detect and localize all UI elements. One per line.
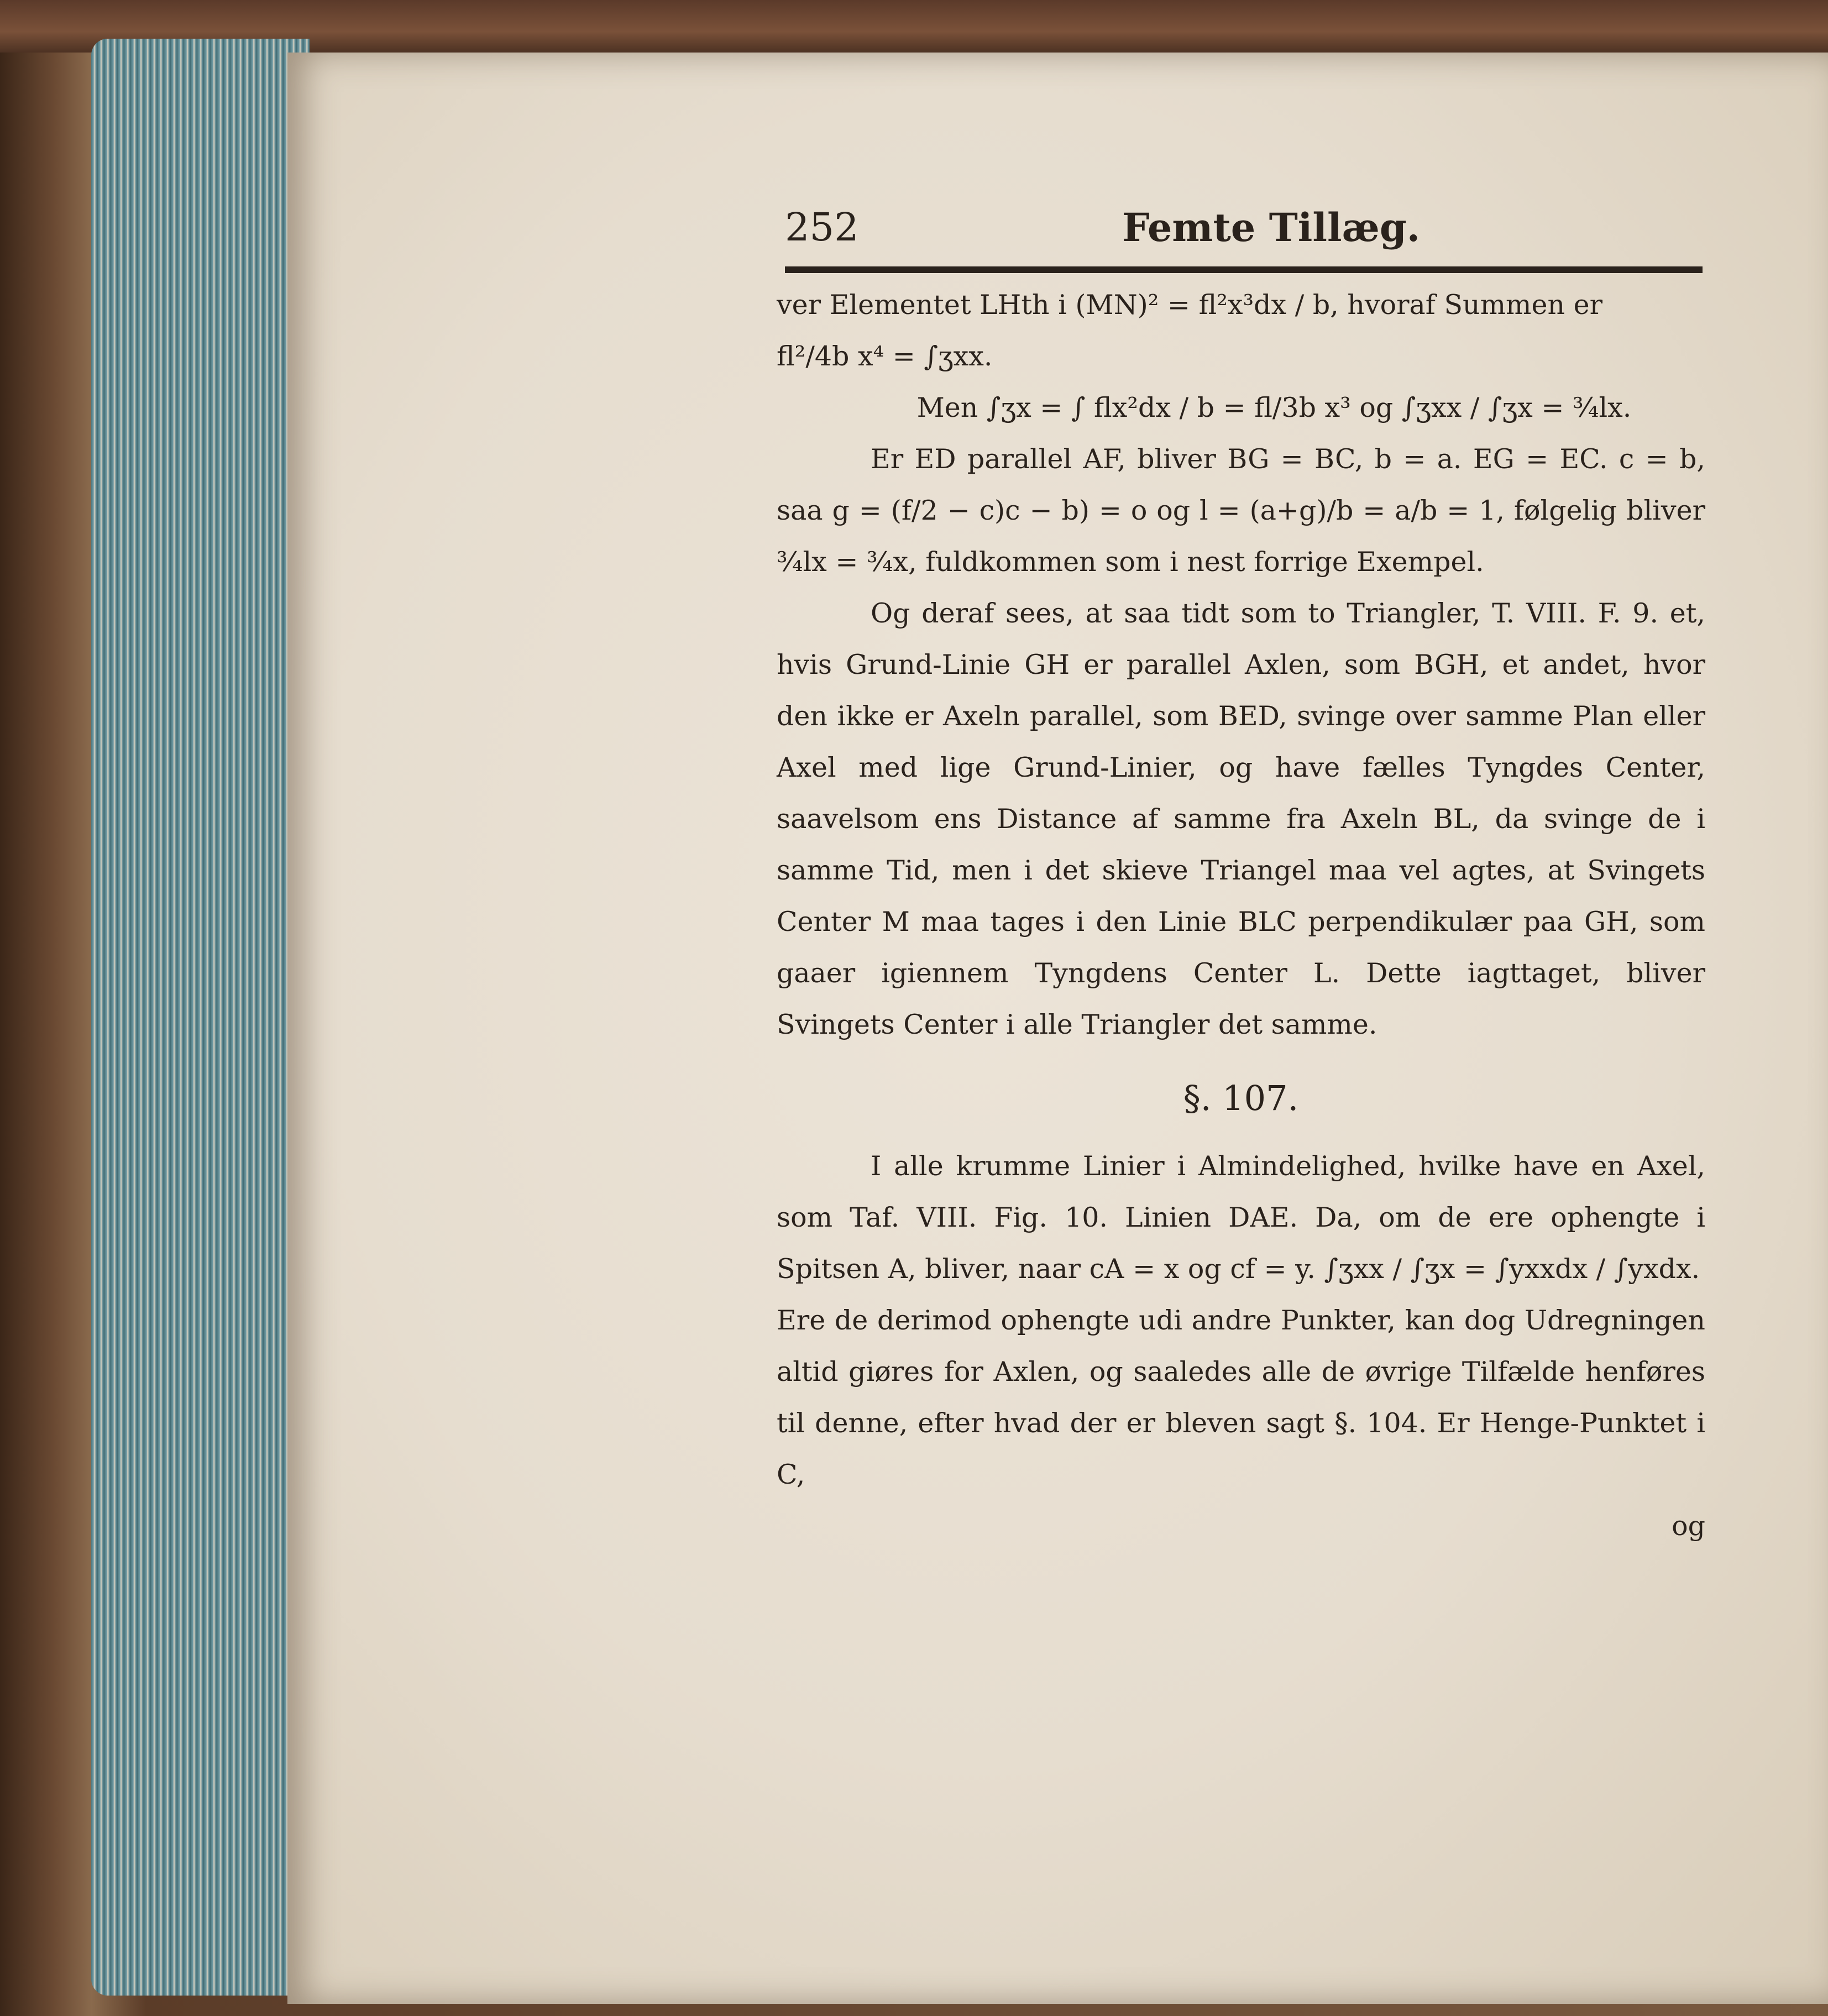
running-header [785,205,1703,250]
page-number: 252 [785,205,859,250]
catchword: og [1672,1510,1705,1542]
formula-line: fl²/4b x⁴ = ∫ʒxx. [777,341,993,372]
section-heading: §. 107. [1183,1078,1299,1118]
header-rule [785,266,1703,273]
paragraph-parallel: Er ED parallel AF, bliver BG = BC, b = a. EG = EC. c = b, saa g = (f/2 − c)c − b) = o og l = (a+g)/b = a/b = 1, følgelig bliver ¾lx = ¾x, fuldkommen som i nest forrige Exempel. [777,443,1705,578]
running-title: Femte Tillæg. [1122,205,1421,250]
paragraph-other-points: Ere de derimod ophengte udi andre Punkter, kan dog Udregningen altid giøres for Axlen, og saaledes alle de øvrige Tilfælde henføres til denne, efter hvad der er bleven sagt §. 104. Er Henge-Punktet i C, [777,1305,1705,1490]
page-text [777,279,1705,1552]
paragraph-continued: ver Elementet LHth i (MN)² = fl²x³dx / b, hvoraf Summen er [777,289,1603,321]
formula-men: Men ∫ʒx = ∫ flx²dx / b = fl/3b x³ og ∫ʒxx / ∫ʒx = ¾lx. [916,392,1632,423]
page-edges [91,39,310,1996]
paragraph-triangles: Og deraf sees, at saa tidt som to Triangler, T. VIII. F. 9. et, hvis Grund-Linie GH er parallel Axlen, som BGH, et andet, hvor den ikke er Axeln parallel, som BED, svinge over samme Plan eller Axel med lige Grund-Linier, og have fælles Tyngdes Center, saavelsom ens Distance af samme fra Axeln BL, da svinge de i samme Tid, men i det skieve Triangel maa vel agtes, at Svingets Center M maa tages i den Linie BLC perpendikulær paa GH, som gaaer igiennem Tyngdens Center L. Dette iagttaget, bliver Svingets Center i alle Triangler det samme. [777,598,1705,1040]
paragraph-curves: I alle krumme Linier i Almindelighed, hvilke have en Axel, som Taf. VIII. Fig. 10. Linien DAE. Da, om de ere ophengte i Spitsen A, bliver, naar cA = x og cf = y. ∫ʒxx / ∫ʒx = ∫yxxdx / ∫yxdx. [777,1150,1705,1285]
